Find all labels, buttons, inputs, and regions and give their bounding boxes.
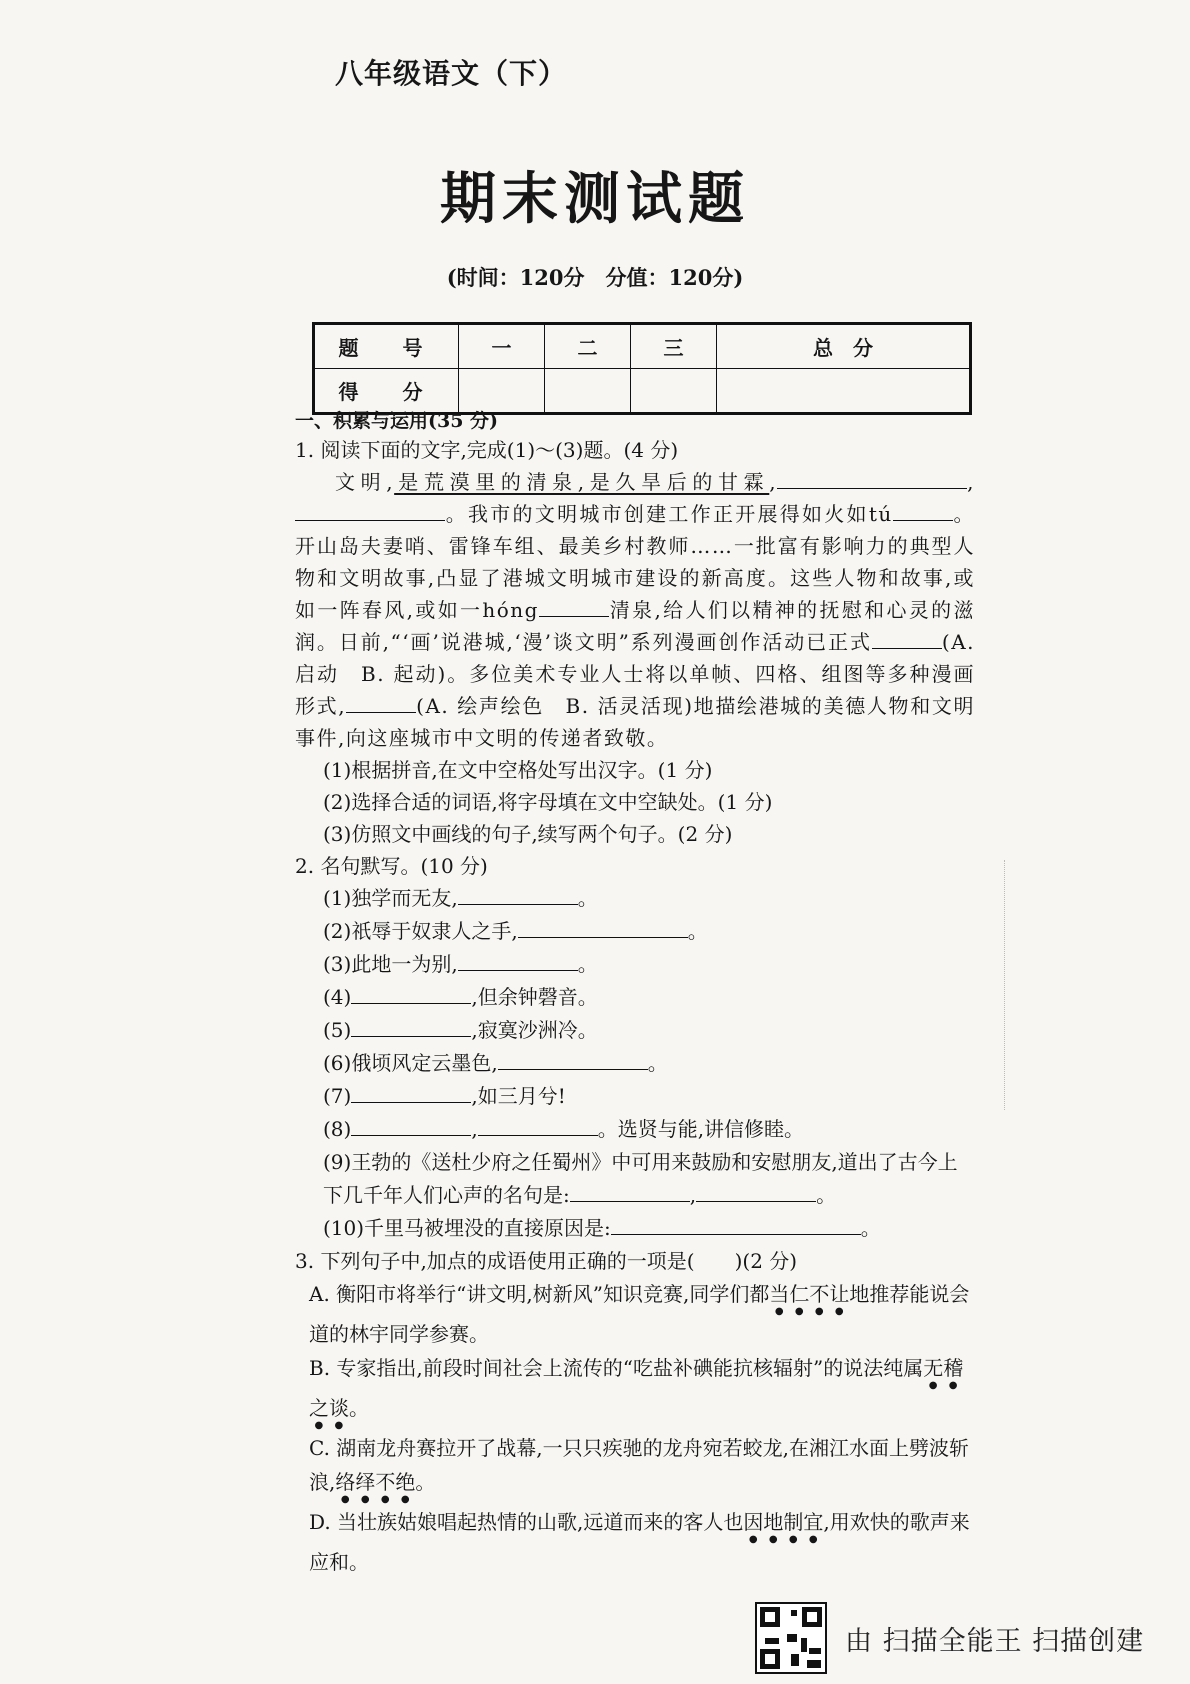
answer-blank[interactable]	[478, 1114, 598, 1136]
passage-text: 清泉,给人们以精神的抚慰和心灵的滋润。日前,“‘画’说港城,‘漫’谈文明”系列漫画创作活动已正式	[295, 598, 975, 654]
answer-blank[interactable]	[458, 883, 578, 905]
exam-content	[295, 408, 975, 1579]
scan-artifact-line	[1004, 860, 1006, 1110]
exam-title: 期末测试题	[440, 166, 750, 232]
answer-blank[interactable]	[539, 595, 609, 617]
punctuation: 。	[860, 1216, 881, 1240]
scanner-watermark	[755, 1602, 1144, 1674]
dotted-idiom: 因地制宜	[743, 1510, 824, 1534]
dotted-idiom: 当仁不让	[769, 1282, 850, 1306]
underlined-sentence: 是荒漠里的清泉,是久旱后的甘霖	[394, 470, 770, 494]
option-text: A. 衡阳市将举行“讲文明,树新风”知识竞赛,同学们都	[309, 1282, 770, 1306]
section-heading: 一、积累与运用(35 分)	[295, 410, 499, 432]
option-c[interactable]	[295, 1431, 975, 1505]
option-text: B. 专家指出,前段时间社会上流传的“吃盐补碘能抗核辐射”的说法纯属	[309, 1356, 924, 1380]
quote-item-2	[295, 915, 975, 948]
quote-text: (10)千里马被埋没的直接原因是:	[323, 1216, 611, 1240]
question-1-sub-1: (1)根据拼音,在文中空格处写出汉字。(1 分)	[323, 758, 713, 782]
answer-blank[interactable]	[351, 1114, 471, 1136]
quote-text: (6)俄顷风定云墨色,	[323, 1051, 498, 1075]
score-header-cell: 一	[459, 324, 545, 369]
quote-item-5	[295, 1014, 975, 1047]
quote-item-10	[295, 1212, 975, 1245]
score-header-cell: 三	[631, 324, 717, 369]
pinyin-label: tú	[868, 502, 893, 526]
quote-text: (9)王勃的《送杜少府之任蜀州》中可用来鼓励和安慰朋友,道出了古今上下几千年人们心声的名句是:	[323, 1150, 958, 1207]
answer-blank[interactable]	[518, 916, 688, 938]
option-text: 。	[349, 1396, 369, 1420]
quote-text: ,寂寞沙洲冷。	[471, 1018, 598, 1042]
punctuation: 。	[577, 886, 598, 910]
punctuation: 。	[687, 919, 708, 943]
quote-item-9	[295, 1146, 975, 1212]
score-table-score-row	[314, 369, 971, 414]
punctuation: 。	[647, 1051, 668, 1075]
score-header-cell: 二	[545, 324, 631, 369]
quote-text: (5)	[323, 1018, 352, 1042]
option-text: 。	[415, 1470, 436, 1494]
score-header-cell: 题 号	[314, 324, 459, 369]
score-cell[interactable]	[459, 369, 545, 414]
score-table	[312, 322, 972, 415]
score-table-header-row	[314, 324, 971, 369]
punctuation: 。	[577, 952, 598, 976]
answer-blank[interactable]	[872, 627, 942, 649]
question-1-stem: 1. 阅读下面的文字,完成(1)～(3)题。(4 分)	[295, 438, 679, 462]
answer-blank[interactable]	[893, 499, 953, 521]
grade-label: 八年级语文（下）	[335, 57, 568, 90]
score-row-label: 得 分	[314, 369, 459, 414]
question-3-stem: 3. 下列句子中,加点的成语使用正确的一项是( )(2 分)	[295, 1249, 798, 1273]
question-1-sub-2: (2)选择合适的词语,将字母填在文中空缺处。(1 分)	[323, 790, 773, 814]
quote-text: (2)祇辱于奴隶人之手,	[323, 919, 518, 943]
quote-item-3	[295, 948, 975, 981]
option-text: D. 当壮族姑娘唱起热情的山歌,远道而来的客人也	[309, 1510, 744, 1534]
quote-text: 。选贤与能,讲信修睦。	[597, 1117, 805, 1141]
passage-text: 文明,	[335, 470, 395, 494]
option-b[interactable]	[295, 1351, 975, 1431]
score-header-cell: 总 分	[717, 324, 971, 369]
answer-blank[interactable]	[458, 949, 578, 971]
exam-info: (时间：120分 分值：120分)	[446, 265, 744, 290]
question-1-passage: 文明,是荒漠里的清泉,是久旱后的甘霖, ,。我市的文明城市创建工作正开展得如火如tú 。开山岛夫妻哨、雷锋车组、最美乡村教师……一批富有影响力的典型人物和文明故事,凸显了港城文明城市建设的新高度。这些人物和故事,或如一阵春风,或如一hóng 清泉,给人们以精神的抚慰和心灵的滋润。日前,“‘画’说港城,‘漫’谈文明”系列漫画创作活动已正式 (A. 启动 B. 起动)。多位美术专业人士将以单帧、四格、组图等多种漫画形式, (A. 绘声绘色 B. 活灵活现)地描绘港城的美德人物和文明事件,向这座城市中文明的传递者致敬。	[295, 466, 975, 754]
score-cell[interactable]	[631, 369, 717, 414]
dotted-idiom: 络绎不绝	[335, 1470, 416, 1494]
answer-blank[interactable]	[611, 1213, 861, 1235]
question-1-sub-3: (3)仿照文中画线的句子,续写两个句子。(2 分)	[323, 822, 733, 846]
quote-text: (3)此地一为别,	[323, 952, 458, 976]
quote-text: (4)	[323, 985, 352, 1009]
option-text: ,用欢快的歌声来应和。	[309, 1510, 970, 1574]
punctuation: ,	[471, 1117, 478, 1141]
passage-text: (A. 启动 B. 起动)。多位美术专业人士将以单帧、四格、组图等多种漫画形式,	[295, 630, 975, 718]
score-cell[interactable]	[717, 369, 971, 414]
answer-blank[interactable]	[498, 1048, 648, 1070]
quote-item-8	[295, 1113, 975, 1146]
option-text: 地推荐能说会道的林宇同学参赛。	[309, 1282, 970, 1346]
quote-text: ,但余钟磬音。	[471, 985, 598, 1009]
option-d[interactable]	[295, 1505, 975, 1579]
quote-item-6	[295, 1047, 975, 1080]
quote-item-1	[295, 882, 975, 915]
quote-text: (1)独学而无友,	[323, 886, 458, 910]
score-cell[interactable]	[545, 369, 631, 414]
punctuation: ,	[689, 1183, 697, 1207]
answer-blank[interactable]	[351, 982, 471, 1004]
quote-text: ,如三月兮!	[471, 1084, 566, 1108]
quote-item-7	[295, 1080, 975, 1113]
question-2-stem: 2. 名句默写。(10 分)	[295, 854, 488, 878]
quote-text: (8)	[323, 1117, 352, 1141]
option-text: C. 湖南龙舟赛拉开了战幕,一只只疾驰的龙舟宛若蛟龙,在湘江水面上劈波斩浪,	[309, 1436, 970, 1494]
pinyin-label: hóng	[482, 598, 539, 622]
qr-code-icon	[755, 1602, 827, 1674]
answer-blank[interactable]	[351, 1015, 471, 1037]
quote-item-4	[295, 981, 975, 1014]
answer-blank[interactable]	[777, 467, 967, 489]
answer-blank[interactable]	[570, 1180, 690, 1202]
punctuation: 。	[816, 1183, 837, 1207]
answer-blank[interactable]	[351, 1081, 471, 1103]
passage-text: 。开山岛夫妻哨、雷锋车组、最美乡村教师……一批富有影响力的典型人物和文明故事,凸显了港城文明城市建设的新高度。这些人物和故事,或如一阵春风,或如一	[295, 502, 975, 622]
option-a[interactable]	[295, 1277, 975, 1351]
answer-blank[interactable]	[696, 1180, 816, 1202]
dotted-idiom: 无稽之谈	[309, 1356, 964, 1420]
answer-blank[interactable]	[346, 691, 416, 713]
passage-text: (A. 绘声绘色 B. 活灵活现)地描绘港城的美德人物和文明事件,向这座城市中文明的传递者致敬。	[295, 694, 975, 750]
passage-text: 。我市的文明城市创建工作正开展得如火如	[445, 502, 869, 526]
watermark-text: 由 扫描全能王 扫描创建	[845, 1625, 1145, 1657]
answer-blank[interactable]	[295, 499, 445, 521]
quote-text: (7)	[323, 1084, 352, 1108]
